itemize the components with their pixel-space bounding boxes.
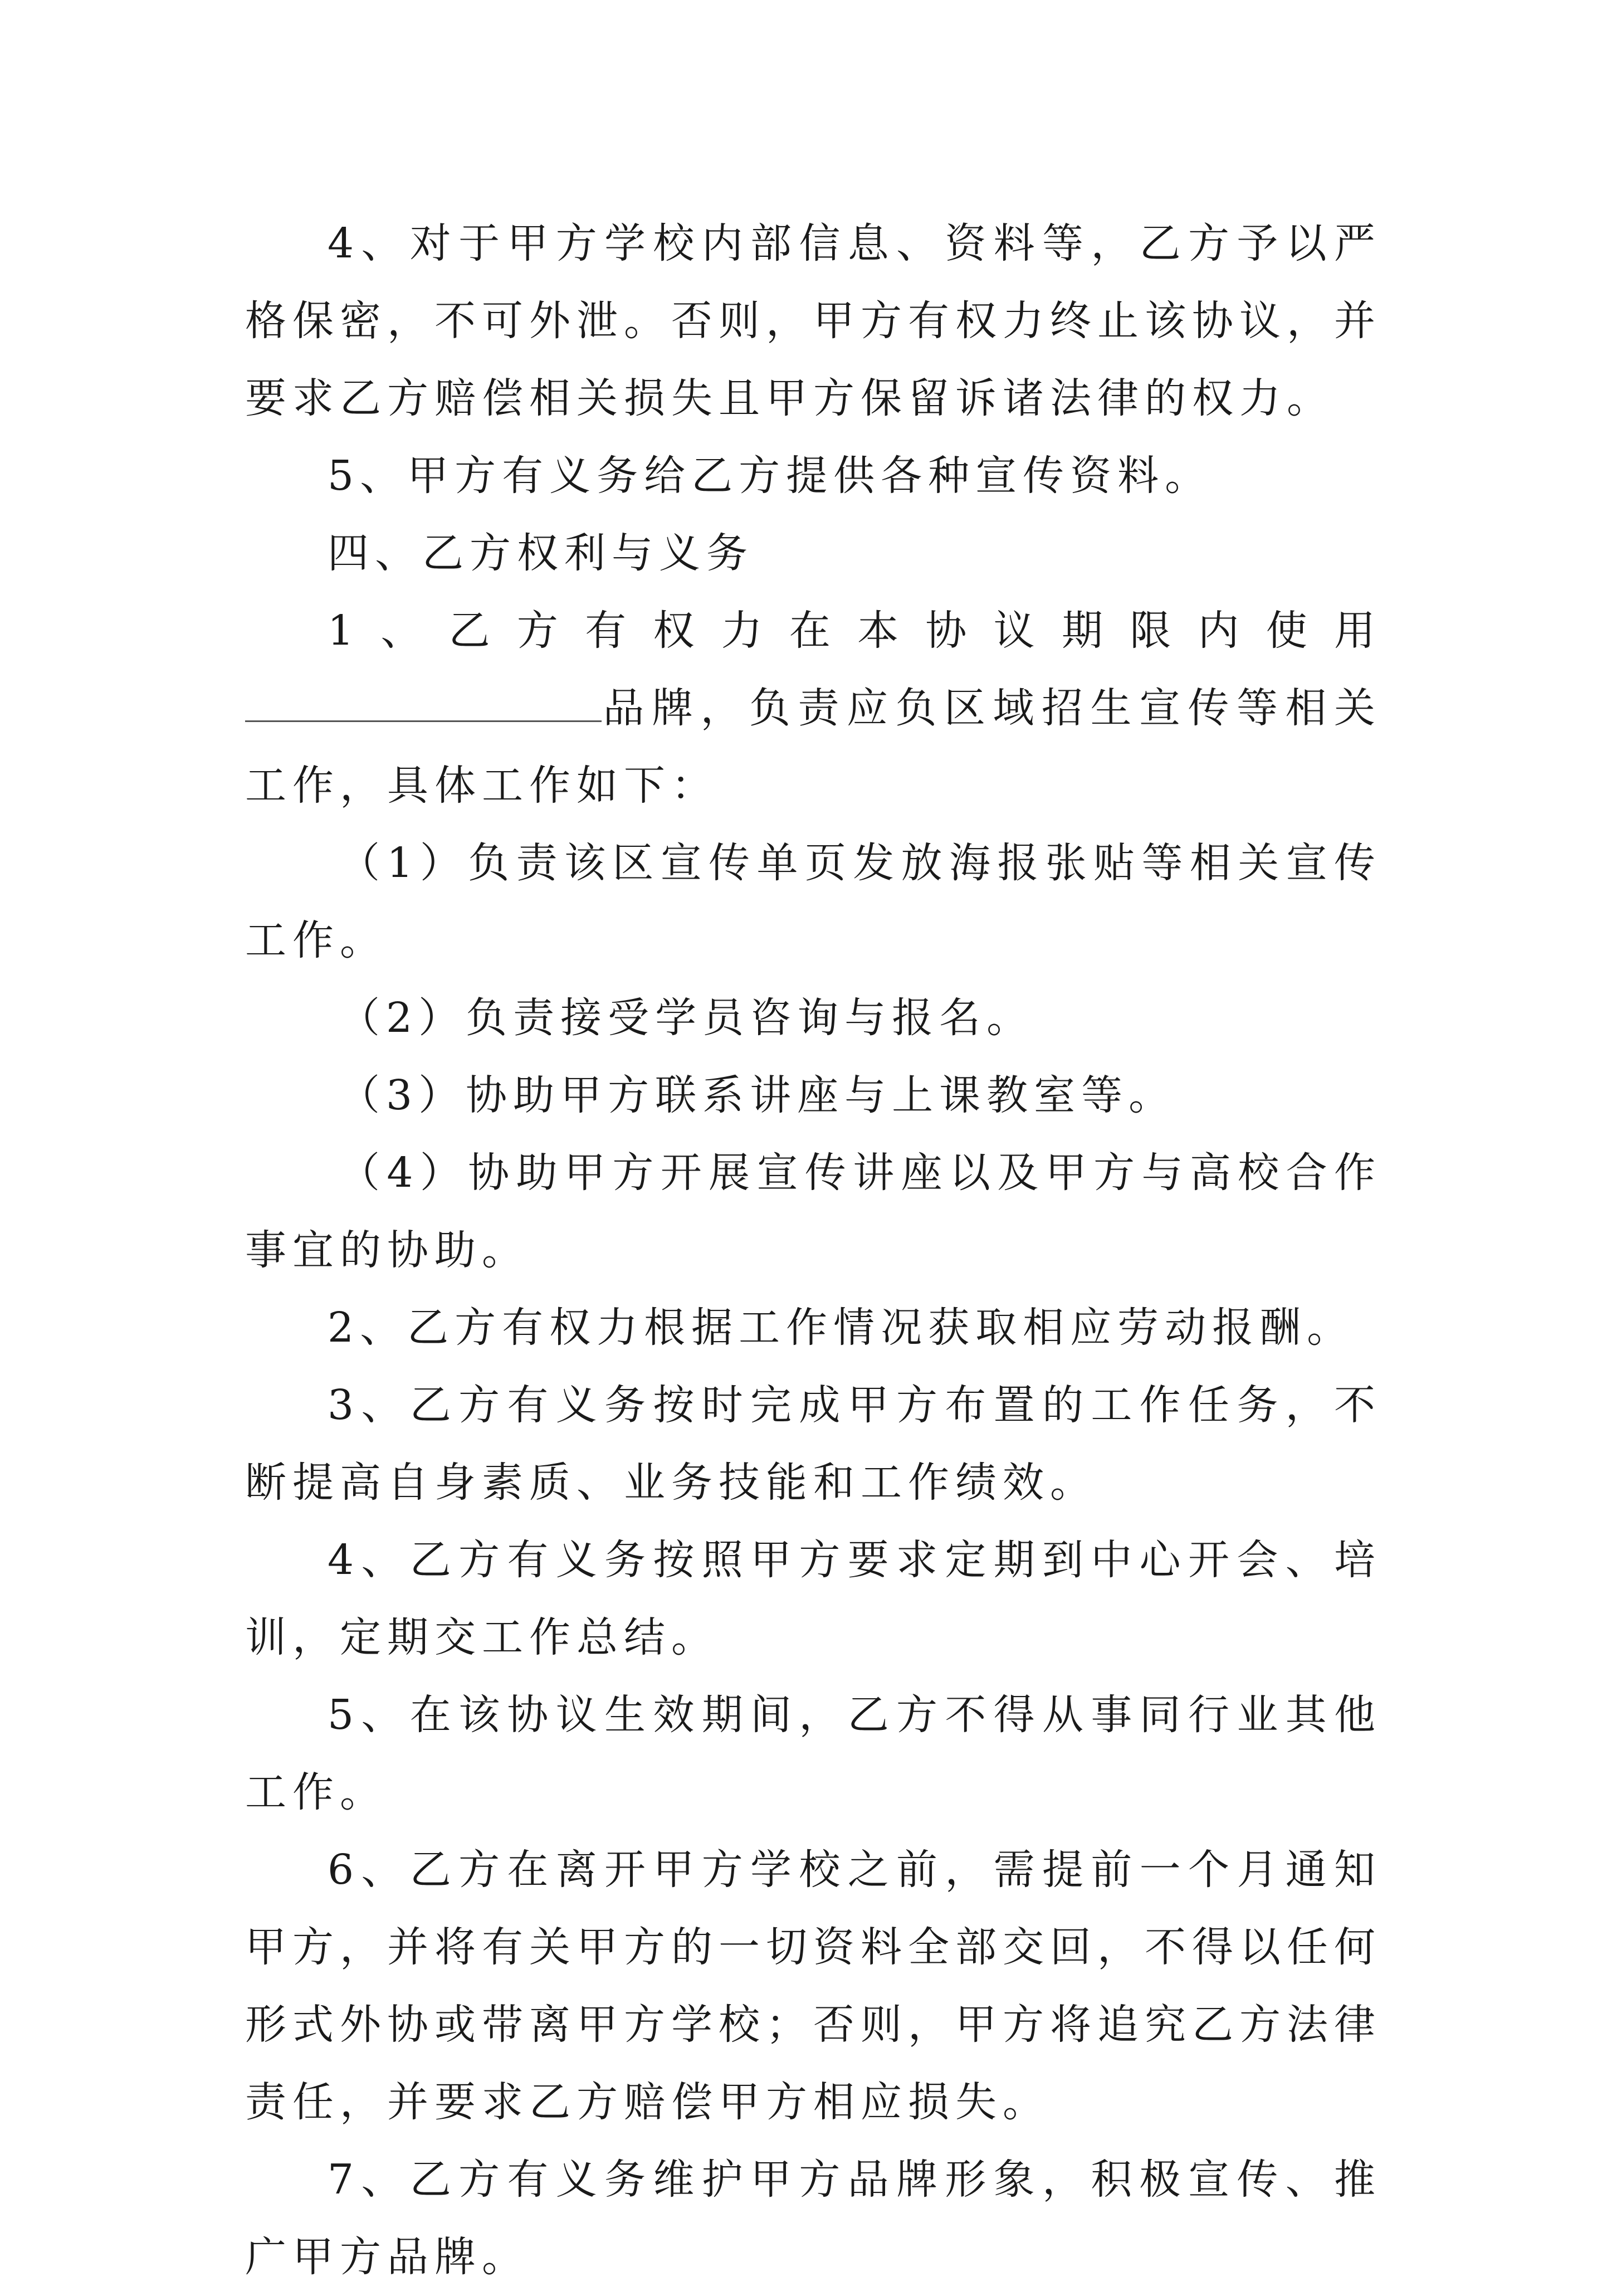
list-item-yi-1-4: （4）协助甲方开展宣传讲座以及甲方与高校合作事宜的协助。: [245, 1149, 1381, 1274]
list-item-yi-1-3: （3）协助甲方联系讲座与上课教室等。: [339, 1071, 1176, 1119]
paragraph-yi-2: 2、乙方有权力根据工作情况获取相应劳动报酬。: [328, 1304, 1355, 1352]
fill-in-blank-line: [245, 687, 602, 722]
paragraph-yi-4: 4、乙方有义务按照甲方要求定期到中心开会、培训，定期交工作总结。: [245, 1536, 1381, 1661]
paragraph-yi-1-lead: 1、乙方有权力在本协议期限内使用: [328, 607, 1381, 655]
paragraph-jia-5: 5、甲方有义务给乙方提供各种宣传资料。: [328, 452, 1213, 500]
section-heading-yi-rights: 四、乙方权利与义务: [328, 529, 754, 577]
paragraph-yi-1-tail: 品牌，负责应负区域招生宣传等相关工作，具体工作如下：: [245, 684, 1381, 810]
paragraph-yi-6: 6、乙方在离开甲方学校之前，需提前一个月通知甲方，并将有关甲方的一切资料全部交回，不得以任何形式外协或带离甲方学校；否则，甲方将追究乙方法律责任，并要求乙方赔偿甲方相应损失。: [245, 1846, 1381, 2126]
list-item-yi-1-1: （1）负责该区宣传单页发放海报张贴等相关宣传工作。: [245, 839, 1381, 964]
paragraph-yi-7: 7、乙方有义务维护甲方品牌形象，积极宣传、推广甲方品牌。: [245, 2156, 1381, 2281]
document-body: [245, 205, 1381, 2296]
paragraph-yi-5: 5、在该协议生效期间，乙方不得从事同行业其他工作。: [245, 1691, 1381, 1816]
paragraph-yi-1: [245, 592, 1381, 825]
list-item-yi-1-2: （2）负责接受学员咨询与报名。: [339, 994, 1034, 1042]
paragraph-yi-3: 3、乙方有义务按时完成甲方布置的工作任务，不断提高自身素质、业务技能和工作绩效。: [245, 1381, 1381, 1507]
paragraph-jia-4: 4、对于甲方学校内部信息、资料等，乙方予以严格保密，不可外泄。否则，甲方有权力终止该协议，并要求乙方赔偿相关损失且甲方保留诉诸法律的权力。: [245, 220, 1381, 422]
